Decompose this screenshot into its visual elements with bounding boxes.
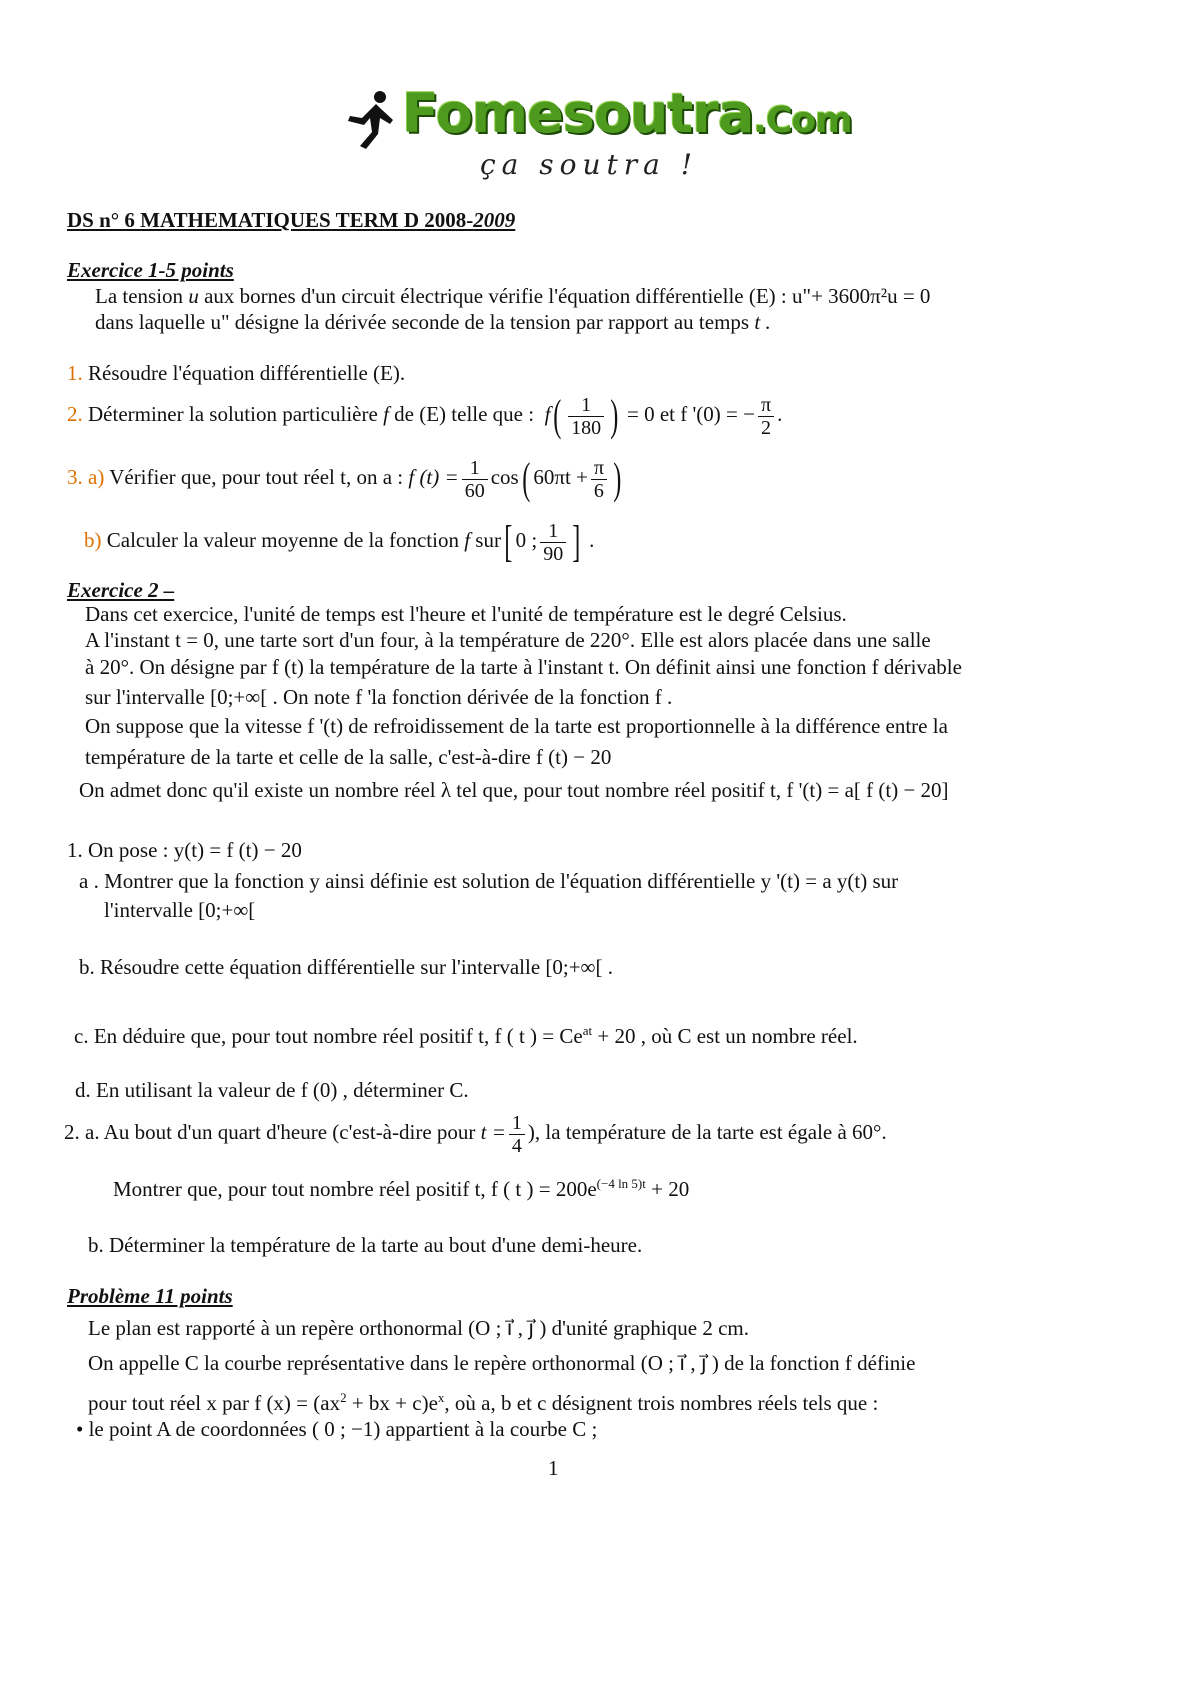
ex2-para-line-2: A l'instant t = 0, une tarte sort d'un four, à la température de 220°. Elle est alors placée dans une salle	[85, 628, 931, 652]
ex2-question-1a-cont: l'intervalle [0;+∞[	[104, 898, 256, 922]
logo-tagline: ça soutra !	[480, 148, 699, 181]
ex1-question-2: 2. Déterminer la solution particulière f de (E) telle que : f( $\frac{1}{180}$ ) = 0 et f '(0) = − $\frac{\pi}{2}$ .	[67, 391, 783, 441]
ex2-para-line-1: Dans cet exercice, l'unité de temps est l'heure et l'unité de température est le degré Celsius.	[85, 602, 847, 626]
ex2-question-2b: b. Déterminer la température de la tarte au bout d'une demi-heure.	[88, 1233, 643, 1257]
page-title: DS n° 6 MATHEMATIQUES TERM D 2008-2009	[67, 208, 516, 232]
problem-line-4: • le point A de coordonnées ( 0 ; −1) appartient à la courbe C ;	[76, 1417, 598, 1441]
ex2-para-line-6: température de la tarte et celle de la salle, c'est-à-dire f (t) − 20	[85, 745, 612, 769]
exercise-1-heading: Exercice 1-5 points	[67, 258, 234, 282]
ex1-question-3a: 3. a) Vérifier que, pour tout réel t, on a : f (t) = $\frac{1}{60}$ cos( 60πt + $\frac{\pi}{6}$ )	[67, 454, 622, 504]
ex2-para-line-3: à 20°. On désigne par f (t) la température de la tarte à l'instant t. On définit ainsi une fonction f dérivable	[85, 655, 962, 679]
ex1-question-1: 1. Résoudre l'équation différentielle (E).	[67, 361, 406, 385]
page-number: 1	[548, 1456, 559, 1480]
ex2-question-1d: d. En utilisant la valeur de f (0) , déterminer C.	[75, 1078, 469, 1102]
ex2-para-line-4: sur l'intervalle [0;+∞[ . On note f 'la fonction dérivée de la fonction f .	[85, 685, 673, 709]
exercise-2-heading: Exercice 2 –	[67, 578, 175, 602]
ex1-question-3b: b) Calculer la valeur moyenne de la fonction f sur[ 0 ; $\frac{1}{90}$ ] .	[84, 517, 595, 567]
ex2-question-2a-result: Montrer que, pour tout nombre réel positif t, f ( t ) = $200e^{(-4 ln 5)t} + 20$	[113, 1176, 690, 1201]
ex2-question-1: 1. On pose : y(t) = f (t) − 20	[67, 838, 302, 862]
problem-line-2: On appelle C la courbe représentative dans le repère orthonormal (O ; i⃗ , j⃗ ) de la fonction f définie	[88, 1351, 916, 1375]
ex2-question-1a: a . Montrer que la fonction y ainsi définie est solution de l'équation différentielle y '(t) = a y(t) sur	[79, 869, 899, 893]
ex1-intro-line-2: dans laquelle u" désigne la dérivée seconde de la tension par rapport au temps t .	[95, 310, 771, 334]
ex2-question-1c: c. En déduire que, pour tout nombre réel positif t, f ( t ) = $Ce^{at} + 20$ , où C est un nombre réel.	[74, 1023, 858, 1048]
problem-line-3: pour tout réel x par f $(x) = (ax^2$ + bx + $c)e^x$, où a, b et c désignent trois nombres réels tels que :	[88, 1390, 879, 1415]
problem-heading: Problème 11 points	[67, 1284, 233, 1308]
ex2-question-1b: b. Résoudre cette équation différentielle sur l'intervalle [0;+∞[ .	[79, 955, 614, 979]
fomesoutra-logo	[340, 82, 870, 192]
problem-line-1: Le plan est rapporté à un repère orthonormal (O ; i⃗ , j⃗ ) d'unité graphique 2 cm.	[88, 1316, 749, 1340]
logo-wordmark: Fomesoutra.Com	[402, 82, 852, 145]
ex2-question-2a: 2. a. Au bout d'un quart d'heure (c'est-à-dire pour t = $\frac{1}{4}$ ), la température de la tarte est égale à 60°.	[64, 1111, 887, 1157]
ex2-para-line-7: On admet donc qu'il existe un nombre réel λ tel que, pour tout nombre réel positif t, f '(t) = a[ f (t) − 20]	[79, 778, 949, 802]
runner-icon	[340, 88, 398, 150]
ex1-intro-line-1: La tension u aux bornes d'un circuit électrique vérifie l'équation différentielle (E) : u"+ 3600π²u = 0	[95, 284, 931, 308]
ex2-para-line-5: On suppose que la vitesse f '(t) de refroidissement de la tarte est proportionnelle à la différence entre la	[85, 714, 948, 738]
